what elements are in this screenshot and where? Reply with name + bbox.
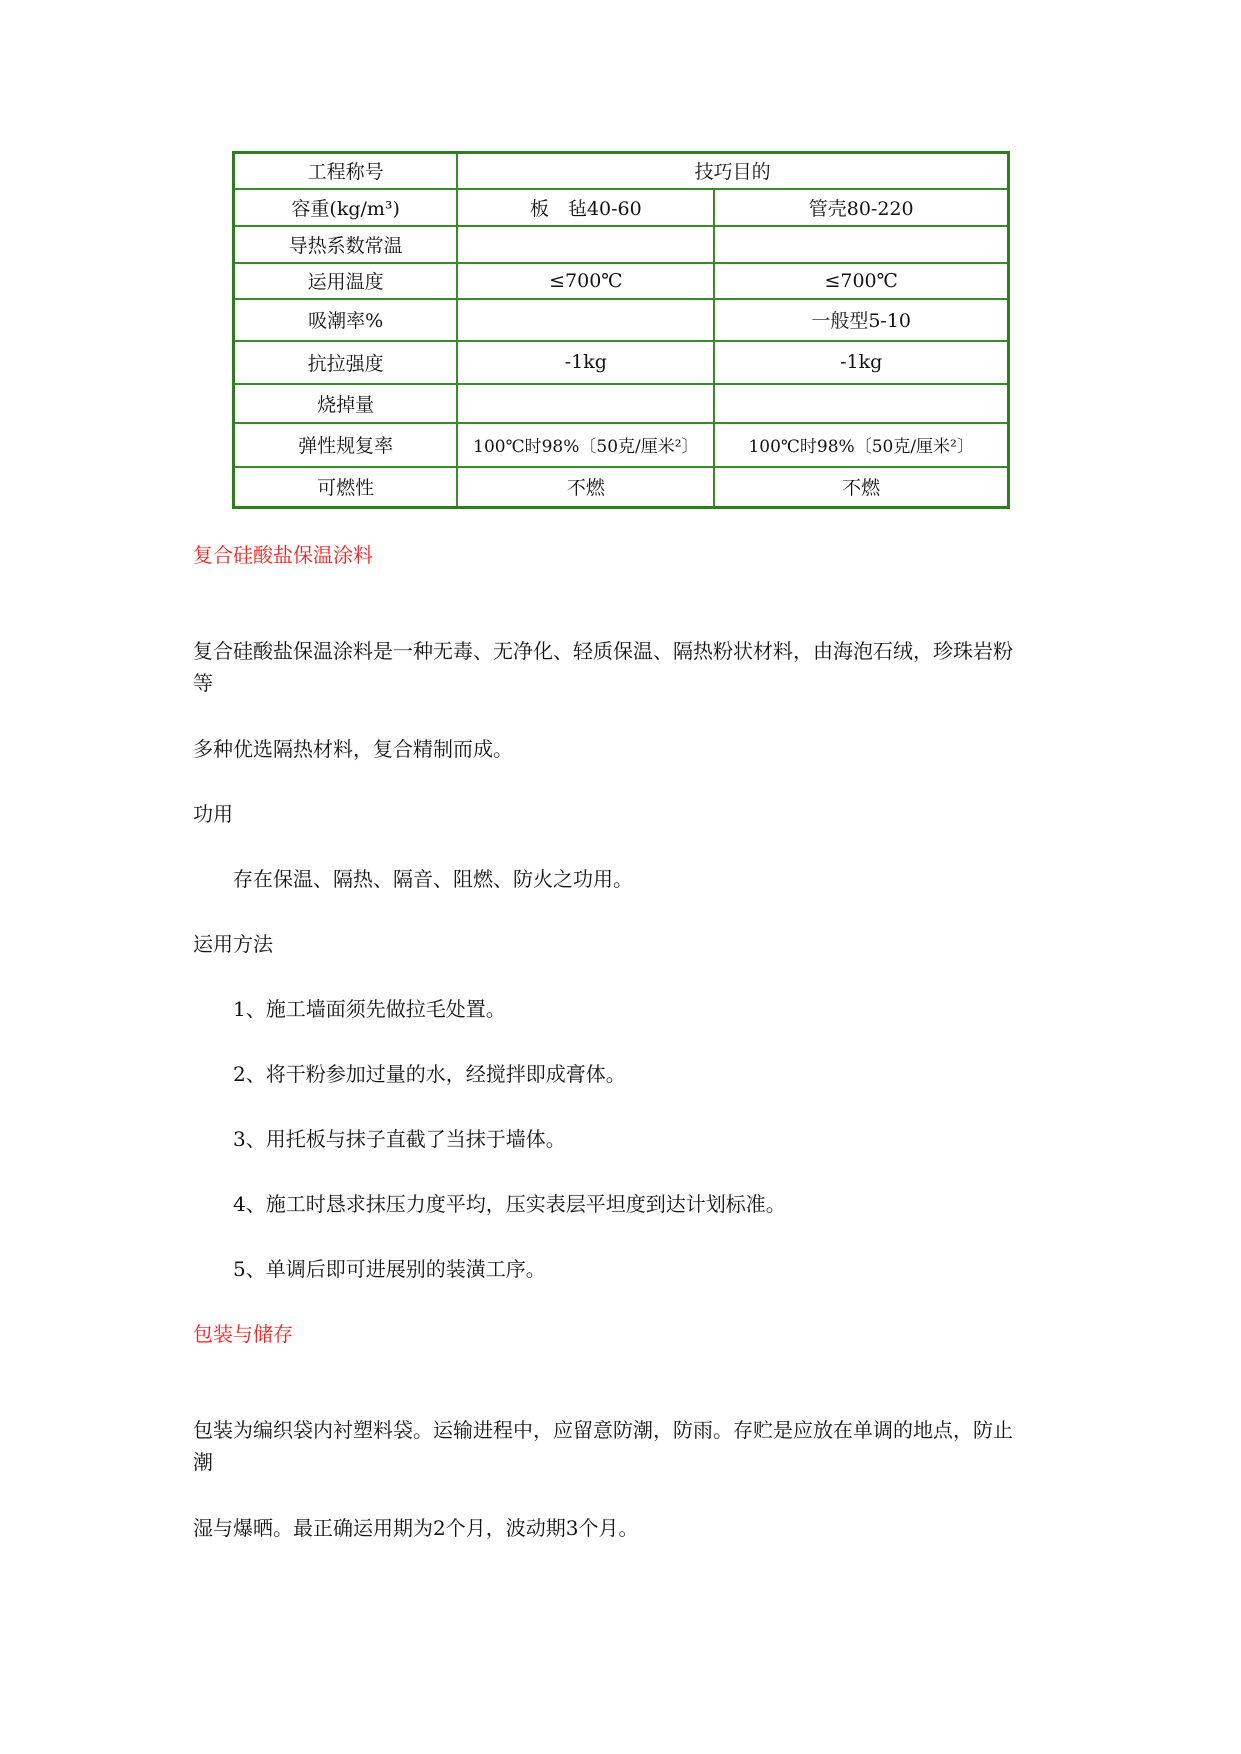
method-step: 1、施工墙面须先做拉毛处置。 — [233, 997, 506, 1021]
table-row — [234, 299, 1009, 341]
table-row — [234, 263, 1009, 299]
table-cell: -1kg — [714, 341, 1008, 384]
table-cell: 吸潮率% — [234, 299, 458, 341]
table-header-row — [234, 153, 1009, 189]
table-cell: 可燃性 — [234, 467, 458, 508]
table-cell: -1kg — [457, 341, 714, 384]
table-cell: 100℃时98%〔50克/厘米²〕 — [714, 423, 1008, 467]
table-cell — [457, 226, 714, 263]
table-cell: 抗拉强度 — [234, 341, 458, 384]
table-row — [234, 467, 1009, 508]
table-row — [234, 189, 1009, 226]
method-step: 3、用托板与抹子直截了当抹于墙体。 — [233, 1127, 566, 1151]
table-cell: 一般型5-10 — [714, 299, 1008, 341]
intro-paragraph-line: 复合硅酸盐保温涂料是一种无毒、无净化、轻质保温、隔热粉状材料，由海泡石绒，珍珠岩粉 — [193, 639, 1013, 663]
table-cell: 运用温度 — [234, 263, 458, 299]
spec-table — [232, 151, 1010, 509]
table-cell: 100℃时98%〔50克/厘米²〕 — [457, 423, 714, 467]
table-cell: ≤700℃ — [714, 263, 1008, 299]
intro-paragraph-line: 等 — [193, 671, 213, 695]
table-cell: 导热系数常温 — [234, 226, 458, 263]
table-cell: 弹性规复率 — [234, 423, 458, 467]
table-cell — [714, 226, 1008, 263]
table-cell: 不燃 — [457, 467, 714, 508]
table-cell: 不燃 — [714, 467, 1008, 508]
table-header-cell: 技巧目的 — [457, 153, 1008, 189]
intro-paragraph-line: 多种优选隔热材料，复合精制而成。 — [193, 737, 513, 761]
function-label: 功用 — [193, 802, 233, 826]
table-header-cell: 工程称号 — [234, 153, 458, 189]
table-cell: 板 毡40-60 — [457, 189, 714, 226]
table-cell: ≤700℃ — [457, 263, 714, 299]
section-heading-coating: 复合硅酸盐保温涂料 — [193, 543, 373, 567]
function-text: 存在保温、隔热、隔音、阻燃、防火之功用。 — [233, 867, 633, 891]
table-cell — [714, 384, 1008, 423]
method-label: 运用方法 — [193, 932, 273, 956]
table-row — [234, 341, 1009, 384]
storage-paragraph-line: 潮 — [193, 1450, 213, 1474]
table-cell: 容重(kg/m³) — [234, 189, 458, 226]
table-row — [234, 384, 1009, 423]
storage-paragraph-line: 湿与爆晒。最正确运用期为2个月，波动期3个月。 — [193, 1516, 639, 1540]
storage-paragraph-line: 包装为编织袋内衬塑料袋。运输进程中，应留意防潮，防雨。存贮是应放在单调的地点，防止 — [193, 1418, 1013, 1442]
section-heading-storage: 包装与储存 — [193, 1322, 293, 1346]
table-cell: 烧掉量 — [234, 384, 458, 423]
table-row — [234, 226, 1009, 263]
method-step: 5、单调后即可进展别的装潢工序。 — [233, 1257, 546, 1281]
table-cell: 管壳80-220 — [714, 189, 1008, 226]
table-row — [234, 423, 1009, 467]
table-cell — [457, 384, 714, 423]
table-cell — [457, 299, 714, 341]
method-step: 2、将干粉参加过量的水，经搅拌即成膏体。 — [233, 1062, 626, 1086]
method-step: 4、施工时恳求抹压力度平均，压实表层平坦度到达计划标准。 — [233, 1192, 786, 1216]
